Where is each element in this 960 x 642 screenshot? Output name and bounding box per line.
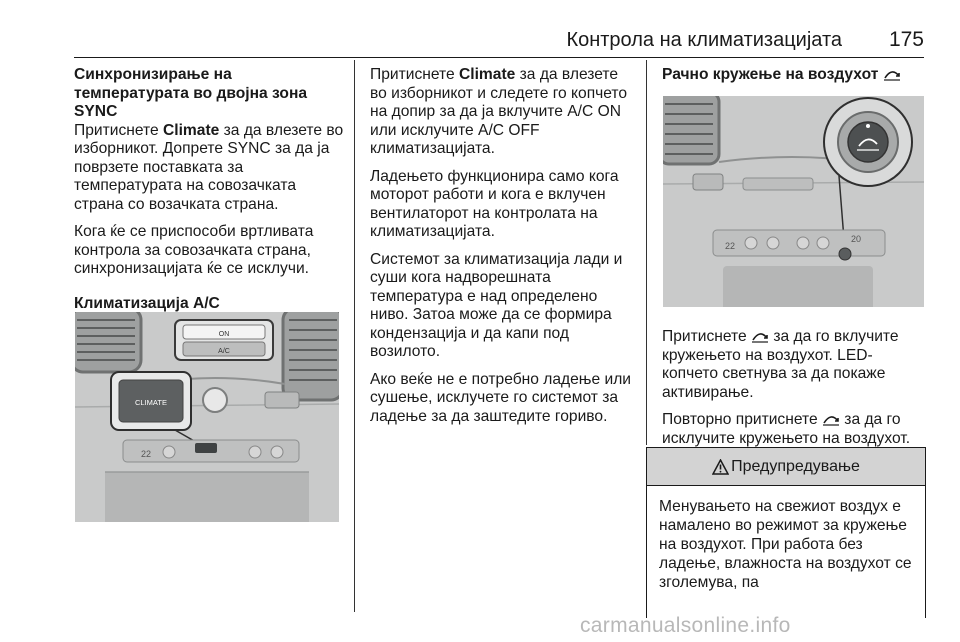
column-1 bbox=[74, 66, 344, 313]
on-label: ON bbox=[218, 331, 230, 338]
paragraph: Ако веќе не е потребно ладење или сушење, исклучете го системот за ладење за да заштедите гориво. bbox=[370, 370, 632, 425]
warning-title: Предупредување bbox=[731, 457, 860, 475]
temp-left-value: 22 bbox=[725, 241, 736, 251]
watermark: carmanualsonline.info bbox=[580, 614, 791, 637]
warning-header bbox=[647, 448, 925, 486]
text: за да влезете во изборникот и следете го копчето на допир за да ја вклучите A/C ON или исклучите A/C OFF климатизацијата. bbox=[370, 66, 628, 157]
climate-button-label: CLIMATE bbox=[135, 398, 167, 407]
text: за да влезете во изборникот. Допрете SYNC за да ја поврзете поставката за температурата на совозачката страна со возачката страна. bbox=[74, 121, 344, 213]
ac-label: A/C bbox=[218, 348, 230, 355]
air-vent-left bbox=[75, 312, 141, 372]
paragraph: Системот за климатизација лади и суши кога надворешната температура е над определено ниво. Затоа може да се формира кондензација и да капи под возилото. bbox=[370, 250, 623, 360]
warning-text: Менувањето на свежиот воздух е намалено во режимот за кружење на воздухот. При работа без ладење, влажноста на воздухот се зголемува, па bbox=[659, 498, 912, 591]
text: Повторно притиснете bbox=[662, 411, 822, 428]
paragraph: Кога ќе се приспособи вртливата контрола за совозачката страна, синхронизацијата ќе се исклучи. bbox=[74, 223, 314, 277]
column-divider bbox=[646, 60, 647, 445]
text: Притиснете bbox=[662, 328, 751, 345]
column-2 bbox=[370, 66, 636, 435]
temp-right-value: 20 bbox=[851, 234, 862, 244]
column-3 bbox=[662, 66, 924, 85]
ac-controls-photo bbox=[75, 312, 339, 522]
temp-left-value: 22 bbox=[141, 449, 152, 459]
page-title: Контрола на климатизацијата bbox=[566, 29, 842, 51]
text: Притиснете bbox=[370, 66, 459, 83]
heading-text: Рачно кружење на воздухот bbox=[662, 66, 879, 83]
text: за да го вклучите кружењето на воздухот. LED-копчето светнува за да покаже активирање. bbox=[662, 328, 899, 401]
section-heading-sync: Синхронизирање на температурата во двојна зона SYNC bbox=[74, 66, 308, 120]
recirculation-icon bbox=[822, 414, 840, 426]
warning-triangle-icon bbox=[712, 459, 729, 475]
air-vent-left bbox=[663, 96, 719, 164]
page-number: 175 bbox=[888, 28, 924, 51]
climate-label: Climate bbox=[162, 121, 220, 139]
text: за да го исклучите кружењето на воздухот. bbox=[662, 411, 911, 447]
column-3-text bbox=[662, 328, 924, 457]
air-vent-right bbox=[283, 312, 339, 400]
warning-box bbox=[646, 447, 926, 618]
recirculation-photo bbox=[663, 96, 924, 307]
recirculation-icon bbox=[883, 69, 901, 81]
paragraph: Ладењето функционира само кога моторот работи и кога е вклучен вентилаторот на контролата на климатизацијата. bbox=[370, 167, 619, 240]
section-heading-ac: Климатизација A/C bbox=[74, 294, 220, 312]
climate-label: Climate bbox=[458, 66, 516, 83]
page-header bbox=[74, 25, 924, 58]
text: Притиснете bbox=[74, 121, 163, 139]
section-heading-recirculation bbox=[662, 66, 924, 85]
column-divider bbox=[354, 60, 355, 612]
recirculation-icon bbox=[751, 331, 769, 343]
